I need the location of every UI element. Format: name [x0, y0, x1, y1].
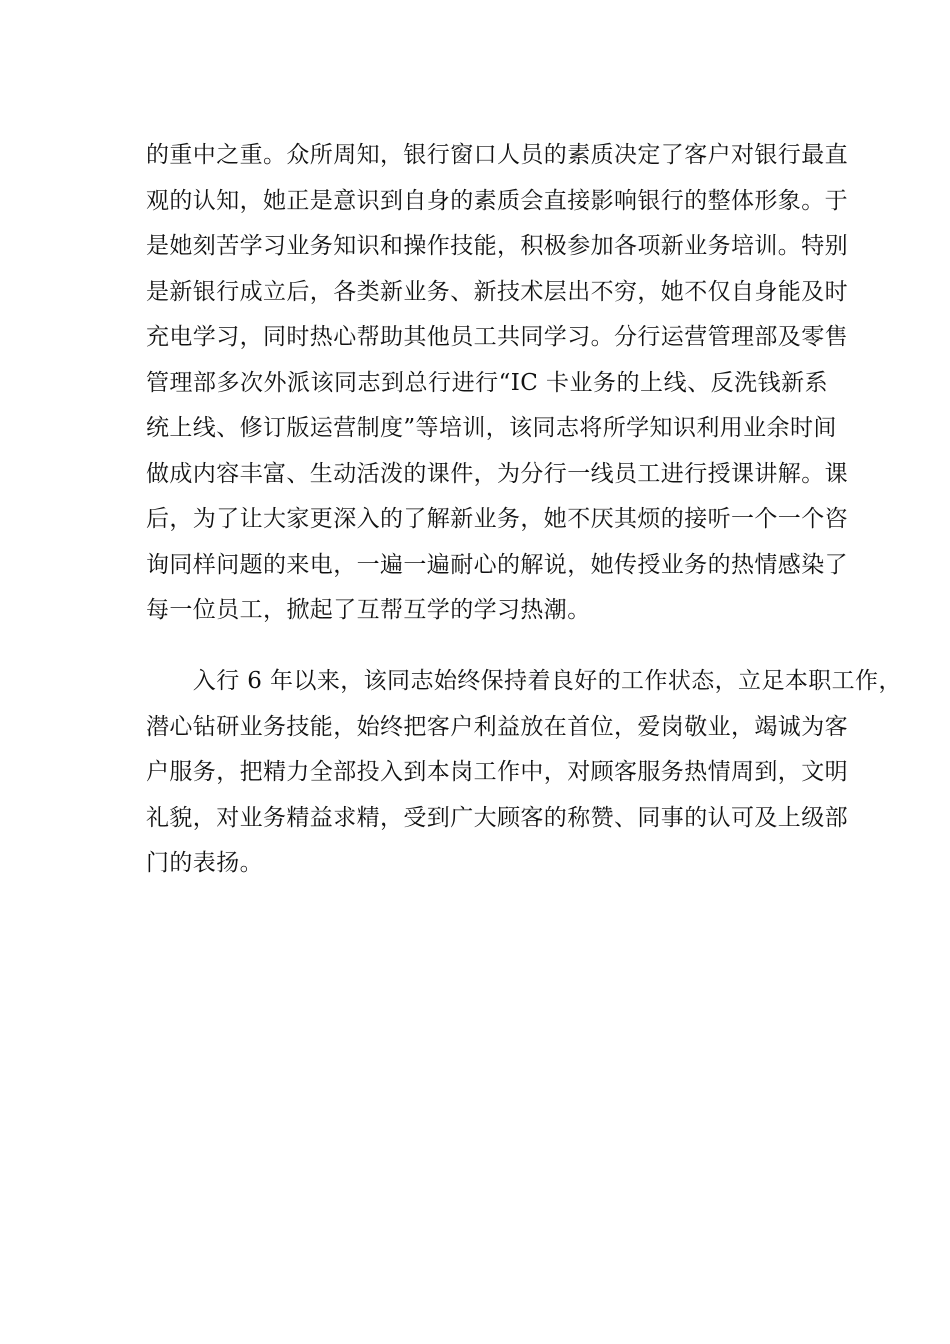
text-line: 是她刻苦学习业务知识和操作技能，积极参加各项新业务培训。特别 [146, 233, 848, 259]
text-line: 每一位员工，掀起了互帮互学的学习热潮。 [146, 597, 591, 623]
text-line: 门的表扬。 [146, 850, 263, 876]
text-line: 统上线、修订版运营制度”等培训，该同志将所学知识利用业余时间 [146, 415, 837, 441]
text-line: 入行 6 年以来，该同志始终保持着良好的工作状态，立足本职工作， [146, 668, 902, 694]
text-line: 是新银行成立后，各类新业务、新技术层出不穷，她不仅自身能及时 [146, 278, 848, 305]
text-line: 观的认知，她正是意识到自身的素质会直接影响银行的整体形象。于 [146, 187, 848, 214]
paragraph-2 [146, 659, 902, 887]
text-line: 户服务，把精力全部投入到本岗工作中，对顾客服务热情周到，文明 [146, 759, 848, 785]
text-line: 询同样问题的来电，一遍一遍耐心的解说，她传授业务的热情感染了 [146, 551, 848, 578]
text-line: 充电学习，同时热心帮助其他员工共同学习。分行运营管理部及零售 [146, 324, 848, 350]
text-line: 礼貌，对业务精益求精，受到广大顾客的称赞、同事的认可及上级部 [146, 804, 848, 831]
paragraph-1 [146, 133, 848, 634]
text-line: 的重中之重。众所周知，银行窗口人员的素质决定了客户对银行最直 [146, 142, 848, 168]
text-line: 潜心钻研业务技能，始终把客户利益放在首位，爱岗敬业，竭诚为客 [146, 713, 848, 740]
text-line: 后，为了让大家更深入的了解新业务，她不厌其烦的接听一个一个咨 [146, 506, 848, 532]
text-line: 管理部多次外派该同志到总行进行“IC 卡业务的上线、反洗钱新系 [146, 369, 828, 396]
text-line: 做成内容丰富、生动活泼的课件，为分行一线员工进行授课讲解。课 [146, 460, 848, 487]
